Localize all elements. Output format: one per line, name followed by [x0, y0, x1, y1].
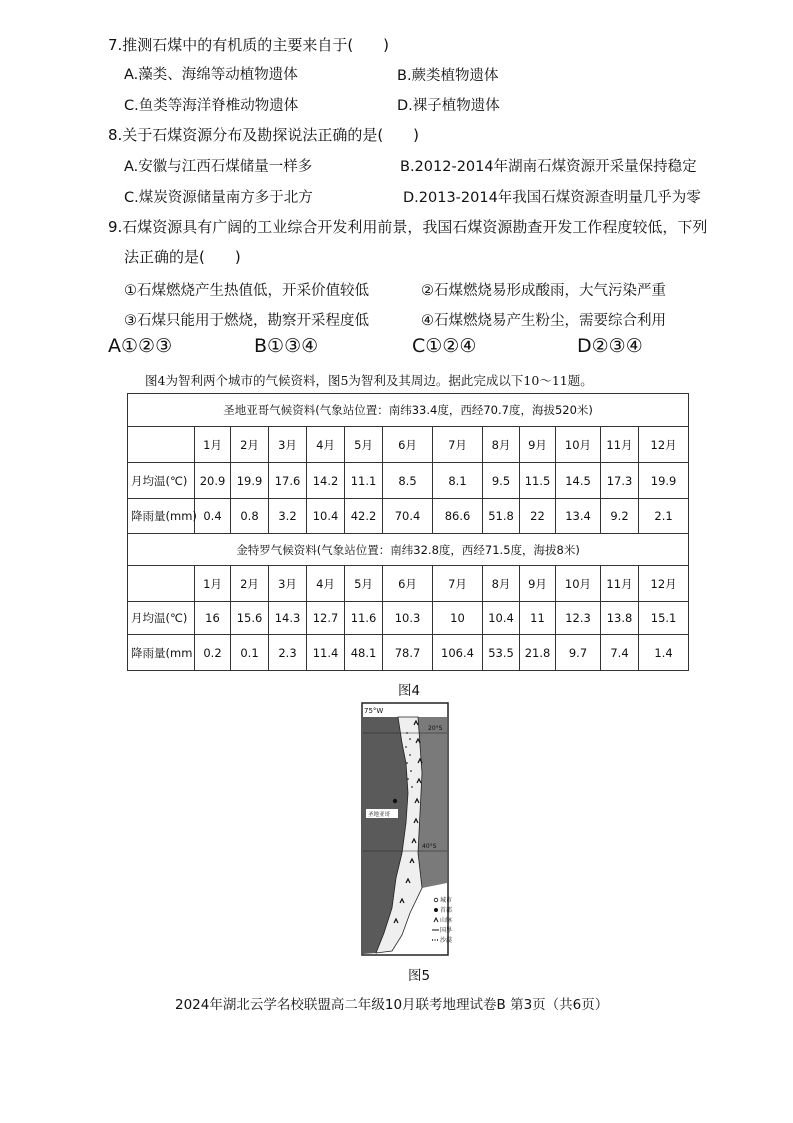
month-cell: 8月	[483, 566, 520, 602]
temp-cell: 19.9	[639, 463, 689, 499]
rain-cell: 53.5	[483, 635, 520, 671]
rain-cell: 22	[520, 499, 556, 534]
rain-cell: 78.7	[383, 635, 433, 671]
q8-option-b: B.2012-2014年湖南石煤资源开采量保持稳定	[400, 159, 697, 175]
temp-cell: 10	[433, 602, 483, 635]
temp-cell: 9.5	[483, 463, 520, 499]
rain-cell: 0.1	[231, 635, 269, 671]
q9-option-a: A①②③	[108, 335, 173, 357]
rain-cell: 2.1	[639, 499, 689, 534]
q7-option-d: D.裸子植物遗体	[397, 98, 500, 114]
rain-cell: 2.3	[269, 635, 307, 671]
figure-intro: 图4为智利两个城市的气候资料，图5为智利及其周边。据此完成以下10～11题。	[145, 373, 593, 388]
climate-table	[127, 393, 689, 671]
q9-statement-1: ①石煤燃烧产生热值低，开采价值较低	[124, 283, 369, 299]
santiago-rain-row	[128, 499, 689, 534]
month-cell: 9月	[520, 427, 556, 463]
q9-statement-4: ④石煤燃烧易产生粉尘，需要综合利用	[421, 313, 666, 329]
temp-cell: 11.6	[345, 602, 383, 635]
quintero-rain-row	[128, 635, 689, 671]
temp-cell: 12.7	[307, 602, 345, 635]
temp-cell: 11.5	[520, 463, 556, 499]
temp-cell: 17.6	[269, 463, 307, 499]
temp-cell: 15.1	[639, 602, 689, 635]
month-cell: 2月	[231, 427, 269, 463]
month-cell: 7月	[433, 427, 483, 463]
month-cell: 6月	[383, 566, 433, 602]
month-cell: 11月	[601, 427, 639, 463]
temp-cell: 19.9	[231, 463, 269, 499]
legend-border: 国界	[440, 927, 453, 934]
rain-cell: 48.1	[345, 635, 383, 671]
quintero-month-row	[128, 566, 689, 602]
temp-cell: 20.9	[195, 463, 231, 499]
quintero-temp-row	[128, 602, 689, 635]
empty-header-cell	[128, 566, 195, 602]
row-label: 降雨量(mm	[128, 635, 195, 671]
q9-option-b: B①③④	[254, 335, 319, 357]
santiago-title: 圣地亚哥气候资料(气象站位置：南纬33.4度，西经70.7度，海拔520米)	[128, 394, 689, 427]
q8-stem: 8.关于石煤资源分布及勘探说法正确的是( )	[108, 126, 420, 144]
q9-option-c: C①②④	[412, 335, 477, 357]
temp-cell: 14.5	[556, 463, 601, 499]
santiago-month-row	[128, 427, 689, 463]
q9-stem-line2: 法正确的是( )	[124, 248, 241, 266]
rain-cell: 3.2	[269, 499, 307, 534]
figure4-caption: 图4	[398, 683, 421, 699]
neighbour-land	[418, 717, 447, 888]
month-cell: 12月	[639, 427, 689, 463]
temp-cell: 12.3	[556, 602, 601, 635]
temp-cell: 15.6	[231, 602, 269, 635]
month-cell: 6月	[383, 427, 433, 463]
legend-capital: 首都	[440, 907, 453, 914]
rain-cell: 0.8	[231, 499, 269, 534]
month-cell: 3月	[269, 427, 307, 463]
q8-option-c: C.煤炭资源储量南方多于北方	[124, 190, 313, 206]
month-cell: 4月	[307, 427, 345, 463]
month-cell: 10月	[556, 566, 601, 602]
chile-map	[362, 703, 453, 955]
month-cell: 2月	[231, 566, 269, 602]
rain-cell: 9.7	[556, 635, 601, 671]
temp-cell: 8.5	[383, 463, 433, 499]
q9-statement-3: ③石煤只能用于燃烧，勘察开采程度低	[124, 313, 369, 329]
q8-option-d: D.2013-2014年我国石煤资源查明量几乎为零	[403, 190, 701, 206]
month-cell: 11月	[601, 566, 639, 602]
lon-label: 75°W	[364, 707, 384, 715]
santiago-temp-row	[128, 463, 689, 499]
temp-cell: 10.4	[483, 602, 520, 635]
temp-cell: 13.8	[601, 602, 639, 635]
temp-cell: 16	[195, 602, 231, 635]
legend-capital-symbol	[434, 908, 438, 912]
rain-cell: 86.6	[433, 499, 483, 534]
q7-option-c: C.鱼类等海洋脊椎动物遗体	[124, 98, 299, 114]
rain-cell: 42.2	[345, 499, 383, 534]
month-cell: 9月	[520, 566, 556, 602]
rain-cell: 70.4	[383, 499, 433, 534]
legend-mountain: 山脉	[440, 917, 453, 924]
legend-desert: 沙漠	[440, 937, 453, 944]
month-cell: 4月	[307, 566, 345, 602]
row-label: 降雨量(mm)	[128, 499, 195, 534]
santiago-marker	[393, 799, 397, 803]
figure5-caption: 图5	[408, 968, 431, 984]
rain-cell: 51.8	[483, 499, 520, 534]
q7-stem: 7.推测石煤中的有机质的主要来自于( )	[108, 36, 390, 54]
q9-statement-2: ②石煤燃烧易形成酸雨，大气污染严重	[421, 283, 666, 299]
rain-cell: 1.4	[639, 635, 689, 671]
month-cell: 5月	[345, 566, 383, 602]
temp-cell: 10.3	[383, 602, 433, 635]
lat20-label: 20°S	[428, 725, 443, 732]
rain-cell: 11.4	[307, 635, 345, 671]
page-footer: 2024年湖北云学名校联盟高二年级10月联考地理试卷B 第3页（共6页）	[175, 997, 609, 1013]
month-cell: 1月	[195, 427, 231, 463]
temp-cell: 17.3	[601, 463, 639, 499]
lat40-label: 40°S	[422, 843, 437, 850]
month-cell: 10月	[556, 427, 601, 463]
rain-cell: 106.4	[433, 635, 483, 671]
month-cell: 7月	[433, 566, 483, 602]
q7-option-a: A.藻类、海绵等动植物遗体	[124, 67, 298, 83]
month-cell: 3月	[269, 566, 307, 602]
q8-option-a: A.安徽与江西石煤储量一样多	[124, 159, 313, 175]
month-cell: 5月	[345, 427, 383, 463]
q9-option-d: D②③④	[577, 335, 643, 357]
row-label: 月均温(℃)	[128, 463, 195, 499]
temp-cell: 8.1	[433, 463, 483, 499]
rain-cell: 9.2	[601, 499, 639, 534]
rain-cell: 21.8	[520, 635, 556, 671]
month-cell: 1月	[195, 566, 231, 602]
city-label: 圣地亚哥	[368, 812, 391, 818]
temp-cell: 11	[520, 602, 556, 635]
temp-cell: 14.3	[269, 602, 307, 635]
q7-option-b: B.蕨类植物遗体	[397, 68, 499, 84]
rain-cell: 0.4	[195, 499, 231, 534]
temp-cell: 11.1	[345, 463, 383, 499]
empty-header-cell	[128, 427, 195, 463]
month-cell: 8月	[483, 427, 520, 463]
month-cell: 12月	[639, 566, 689, 602]
rain-cell: 13.4	[556, 499, 601, 534]
quintero-title: 金特罗气候资料(气象站位置：南纬32.8度，西经71.5度，海拔8米)	[128, 534, 689, 566]
temp-cell: 14.2	[307, 463, 345, 499]
q9-stem-line1: 9.石煤资源具有广阔的工业综合开发利用前景，我国石煤资源勘查开发工作程度较低，下列	[108, 218, 708, 236]
rain-cell: 10.4	[307, 499, 345, 534]
row-label: 月均温(℃)	[128, 602, 195, 635]
legend-city: 城市	[440, 897, 453, 904]
rain-cell: 0.2	[195, 635, 231, 671]
rain-cell: 7.4	[601, 635, 639, 671]
